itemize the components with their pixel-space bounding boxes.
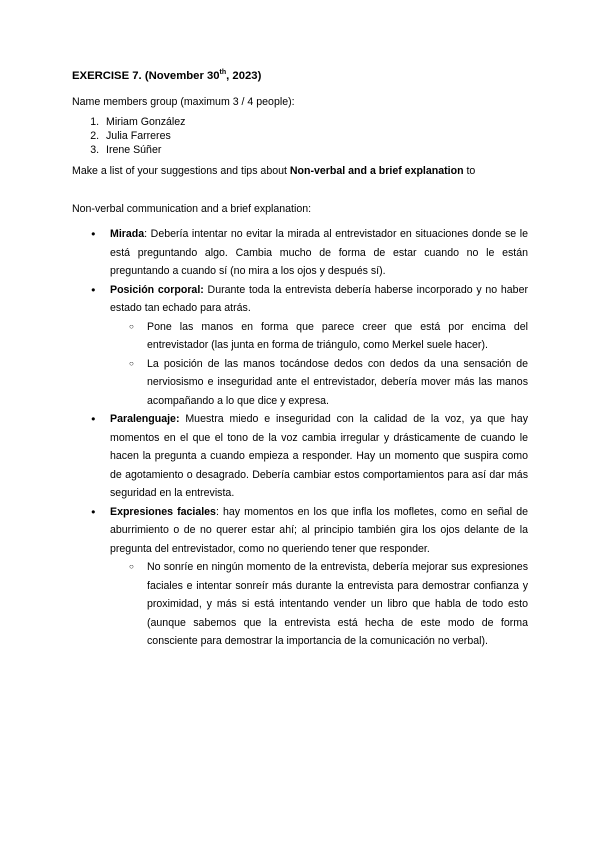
suggestions-list: [72, 225, 528, 651]
title-prefix: EXERCISE 7. (November 30: [72, 70, 220, 82]
instruction-start: Make a list of your suggestions and tips about: [72, 165, 290, 177]
instruction-text: [72, 163, 528, 179]
title-superscript: th: [219, 69, 227, 77]
term-mirada: Mirada: [110, 228, 145, 240]
members-list: [72, 115, 528, 157]
term-paralenguaje: Paralenguaje:: [110, 413, 180, 425]
term-expresiones-faciales: Expresiones faciales: [110, 505, 216, 518]
instruction-bold: Non-verbal and a brief explanation: [289, 165, 464, 177]
title-suffix: , 2023): [226, 70, 262, 82]
sub-list-expresiones: [110, 558, 528, 651]
sub-list-posicion: [110, 318, 528, 411]
instruction-end: to: [463, 165, 476, 177]
members-label: Name members group (maximum 3 / 4 people):: [72, 96, 295, 108]
exercise-title: [72, 68, 528, 84]
sub-item: ○ La posición de las manos tocándose dedos con dedos da una sensación de nerviosismo e inseguridad ante el entrevistador, debería mover más las manos acompañando a lo que dice y expresa.: [147, 355, 528, 411]
member-item: 1. Miriam González: [102, 115, 528, 129]
text-expresiones-faciales: : hay momentos en los que infla los mofletes, como en señal de aburrimiento o de no querer estar ahí; al principio también gira los ojos delante de la pregunta del entrevistador, como no queriendo tener que responder.: [110, 505, 528, 555]
list-item-expresiones-faciales: [110, 503, 528, 651]
sub-item: ○ No sonríe en ningún momento de la entrevista, debería mejorar sus expresiones faciales e intentar sonreír más durante la entrevista para demostrar confianza y proximidad, y más si está intentando vender un libro que habla de todo esto (aunque sabemos que la entrevista está hecha de este modo de forma consciente para demostrar la importancia de la comunicación no verbal).: [147, 558, 528, 651]
section-title: Non-verbal communication and a brief explanation:: [72, 203, 312, 215]
sub-item: ○ Pone las manos en forma que parece creer que está por encima del entrevistador (las junta en forma de triángulo, como Merkel suele hacer).: [147, 318, 528, 355]
member-item: 2. Julia Farreres: [102, 129, 528, 143]
member-item: 3. Irene Súñer: [102, 143, 528, 157]
text-posicion-corporal: Durante toda la entrevista debería haberse incorporado y no haber estado tan echado para atrás.: [110, 283, 528, 314]
text-mirada: : Debería intentar no evitar la mirada al entrevistador en situaciones donde se le está preguntando algo. Cambia mucho de forma de estar cuando no le están preguntando a cuando sí (no mira a los ojos y después sí).: [110, 228, 528, 277]
list-item-posicion-corporal: [110, 281, 528, 411]
text-paralenguaje: Muestra miedo e inseguridad con la calidad de la voz, ya que hay momentos en el que el tono de la voz cambia irregular y drásticamente de cuando le hacen la pregunta a cuando empieza a responder. Hay un momento que suspira como de agotamiento o desagrado. Debería cambiar estos comportamientos para así dar más seguridad en la entrevista.: [110, 413, 528, 499]
term-posicion-corporal: Posición corporal:: [110, 283, 204, 296]
list-item-mirada: [110, 225, 528, 281]
list-item-paralenguaje: [110, 410, 528, 503]
document-page: [72, 68, 528, 651]
